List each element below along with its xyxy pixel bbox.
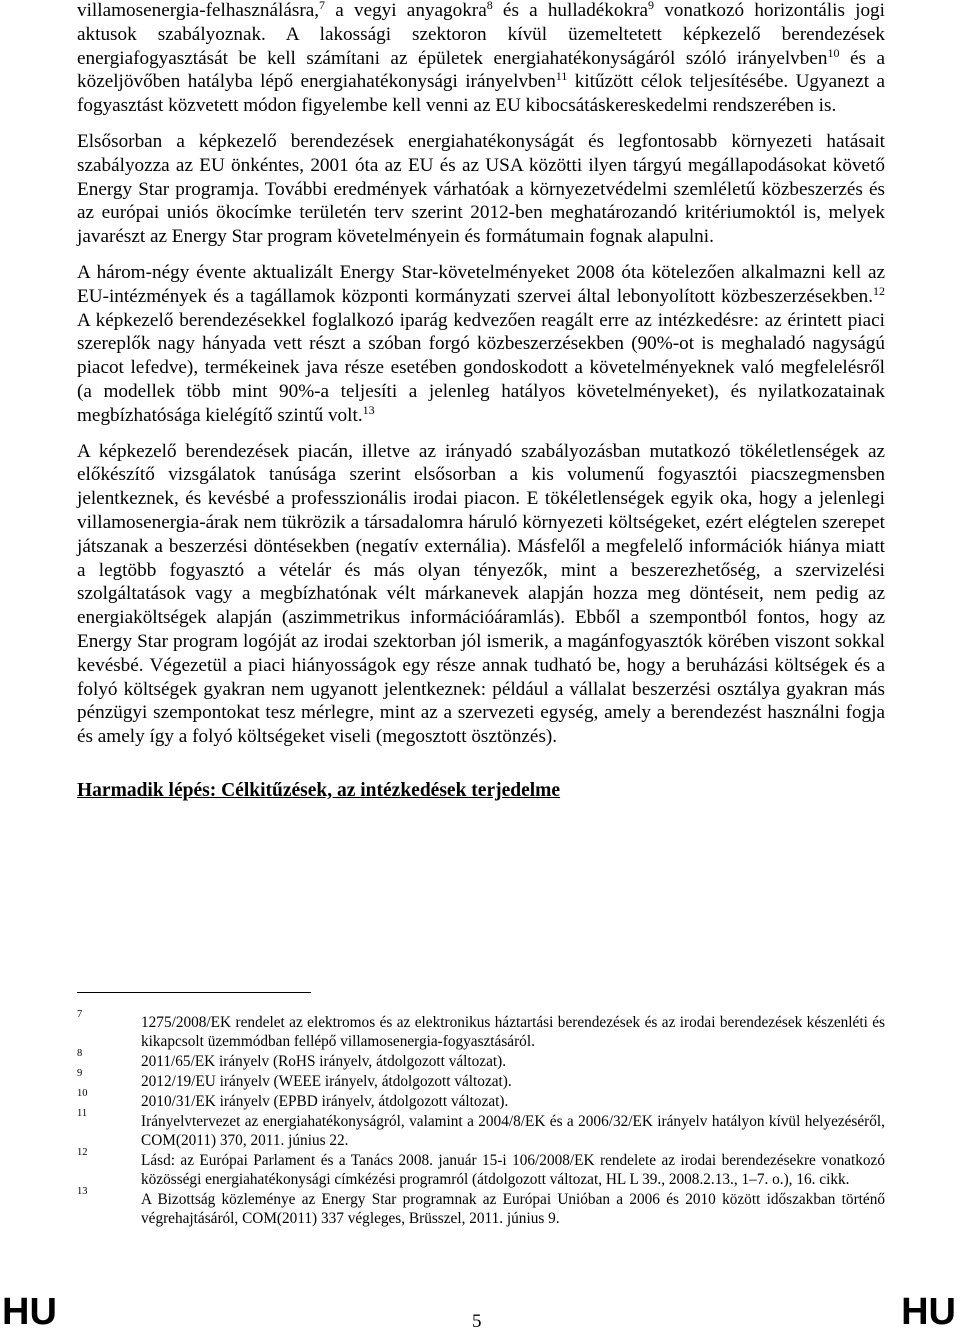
footnote-text: Lásd: az Európai Parlament és a Tanács 2008. január 15-i 106/2008/EK rendelete az irodai berendezésekre vonatkozó közösségi energiahatékonysági címkézési programról (átdolgozott változat, HL L 39., 2008.2.13., 1–7. o.), 16. cikk.: [141, 1152, 885, 1188]
footnote-ref-12[interactable]: 12: [873, 283, 885, 298]
footnote-8: [77, 1048, 885, 1071]
paragraph-2: Elsősorban a képkezelő berendezések energiahatékonyságát és legfontosabb környezeti hatásait szabályozza az EU önkéntes, 2001 óta az EU és az USA közötti ilyen tárgyú megállapodásokat követő Energy Star programja. További eredmények várhatóak a környezetvédelmi szemléletű közbeszerzés és az európai uniós ökocímke területén terv szerint 2012-ben meghatározandó kritériumoktól is, melyek javarészt az Energy Star program követelményein és formátumain fognak alapulni.: [77, 130, 885, 248]
language-code-left: HU: [2, 1291, 57, 1333]
footnote-ref-7[interactable]: 7: [319, 0, 326, 12]
footnote-13: [77, 1186, 885, 1228]
footnote-number: 8: [77, 1048, 83, 1059]
footnote-ref-11[interactable]: 11: [555, 69, 568, 84]
paragraph-4: A képkezelő berendezések piacán, illetve az irányadó szabályozásban mutatkozó tökéletlenségek az előkészítő vizsgálatok tanúsága szerint elsősorban a kis volumenű fogyasztói piacszegmensben jelentkeznek, és kevésbé a professzionális irodai piacon. E tökéletlenségek egyik oka, hogy a jelenlegi villamosenergia-árak nem tükrözik a társadalomra háruló környezeti költségeket, ezért elégtelen szerepet játszanak a beszerzési döntésekben (negatív externália). Másfelől a megfelelő információk hiánya miatt a legtöbb fogyasztó a vételár és más olyan tényezők, mint a beszerezhetőség, a szervizelési szolgáltatások vagy a megbízhatónak vélt márkanevek alapján hozza meg döntéseit, nem pedig az energiaköltségek alapján (aszimmetrikus információáramlás). Ebből a szempontból fontos, hogy az Energy Star program logóját az irodai szektorban jól ismerik, a magánfogyasztók körében viszont sokkal kevésbé. Végezetül a piaci hiányosságok egy része annak tudható be, hogy a beruházási költségek és a folyó költségek gyakran nem ugyanott jelentkeznek: például a vállalat beszerzési osztálya gyakran más pénzügyi szempontokat tesz mérlegre, mint az a szervezeti egység, amely a berendezést használni fogja és amely így a folyó költségeket viseli (megosztott ösztönzés).: [77, 440, 885, 748]
footnote-ref-9[interactable]: 9: [648, 0, 654, 12]
footnotes: [77, 1009, 885, 1229]
footnote-text: A Bizottság közleménye az Energy Star programnak az Európai Unióban a 2006 és 2010 között időszakban történő végrehajtásáról, COM(2011) 337 végleges, Brüsszel, 2011. június 9.: [141, 1191, 885, 1227]
footnote-text: Irányelvtervezet az energiahatékonyságról, valamint a 2004/8/EK és a 2006/32/EK irányelv hatályon kívül helyezéséről, COM(2011) 370, 2011. június 22.: [141, 1113, 885, 1149]
language-code-right: HU: [901, 1291, 956, 1333]
footnote-text: 2010/31/EK irányelv (EPBD irányelv, átdolgozott változat).: [141, 1093, 509, 1110]
paragraph-3: A három-négy évente aktualizált Energy Star-követelményeket 2008 óta kötelezően alkalmazni kell az EU-intézmények és a tagállamok központi kormányzati szervei által lebonyolított közbeszerzésekben.$^{12}$ A képkezelő berendezésekkel foglalkozó iparág kedvezően reagált erre az intézkedésre: az érintett piaci szereplők nagy hányada vett részt a szóban forgó közbeszerzésekben (90%-ot is meghaladó nagyságú piacot lefedve), termékeinek java része esetében gondoskodott a követelményeknek való megfelelésről (a modellek több mint 90%-a teljesíti a jelenleg hatályos követelményeket), és nyilatkozatainak megbízhatósága kielégítő szintű volt.$^{13}$: [77, 261, 885, 426]
document-body: [77, 0, 885, 815]
footnote-ref-8[interactable]: 8: [486, 0, 493, 12]
footnote-text: 2012/19/EU irányelv (WEEE irányelv, átdolgozott változat).: [141, 1073, 512, 1090]
footnote-number: 12: [77, 1147, 88, 1158]
page-number: 5: [472, 1311, 482, 1332]
footnote-number: 7: [77, 1009, 83, 1020]
footnote-number: 9: [77, 1068, 83, 1079]
footnote-7: [77, 1009, 885, 1051]
section-heading: Harmadik lépés: Célkitűzések, az intézkedések terjedelme: [77, 779, 561, 801]
footnote-ref-10[interactable]: 10: [827, 45, 840, 60]
footnote-9: [77, 1068, 885, 1091]
footnote-12: [77, 1147, 885, 1189]
footnote-ref-13[interactable]: 13: [362, 402, 375, 417]
footnote-11: [77, 1108, 885, 1150]
footnote-separator: [77, 992, 311, 993]
footnote-number: 13: [77, 1186, 88, 1197]
paragraph-1: villamosenergia-felhasználásra,$^7$ a vegyi anyagokra$^8$ és a hulladékokra$^9$ vonatkozó horizontális jogi aktusok szabályoznak. A lakossági szektoron kívül üzemeltetett képkezelő berendezések energiafogyasztását be kell számítani az épületek energiahatékonyságáról szóló irányelvben$^{10}$ és a közeljövőben hatályba lépő energiahatékonysági irányelvben$^{11}$ kitűzött célok teljesítésébe. Ugyanezt a fogyasztást közvetett módon figyelembe kell venni az EU kibocsátáskereskedelmi rendszerében is.: [77, 0, 886, 117]
footnote-number: 10: [77, 1088, 88, 1099]
footnote-number: 11: [77, 1108, 88, 1119]
footnote-10: [77, 1088, 885, 1111]
footnote-text: 2011/65/EK irányelv (RoHS irányelv, átdolgozott változat).: [141, 1053, 507, 1070]
footnote-text: 1275/2008/EK rendelet az elektromos és az elektronikus háztartási berendezések és az irodai berendezések készenléti és kikapcsolt üzemmódban fellépő villamosenergia-fogyasztásáról.: [141, 1014, 885, 1050]
